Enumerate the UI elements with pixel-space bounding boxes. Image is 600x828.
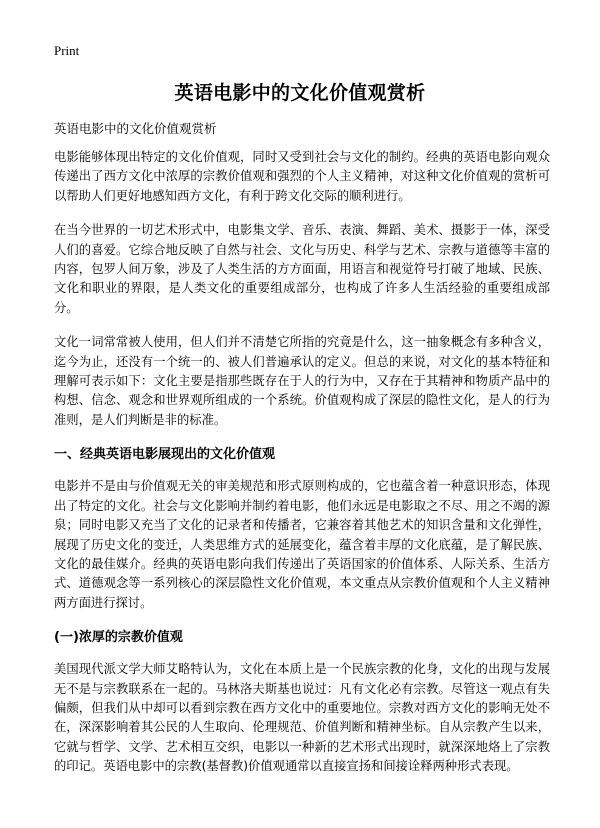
subsection-heading: (一)浓厚的宗教价值观 [54,630,183,646]
intro-paragraph: 电影能够体现出特定的文化价值观，同时又受到社会与文化的制约。经典的英语电影向观众传递出了西方文化中浓厚的宗教价值观和强烈的个人主义精神，对这种文化价值观的赏析可以帮助人们更好地感知西方文化，有利于跨文化交际的顺利进行。 [54,150,550,203]
subsection-paragraph: 美国现代派文学大师艾略特认为，文化在本质上是一个民族宗教的化身，文化的出现与发展无不是与宗教联系在一起的。马林洛夫斯基也说过：凡有文化必有宗教。尽管这一观点有失偏颇，但我们从中却可以看到宗教在西方文化中的重要地位。宗教对西方文化的影响无处不在，深深影响着其公民的人生取向、伦理规范、价值判断和精神坐标。自从宗教产生以来，它就与哲学、文学、艺术相互交织，电影以一种新的艺术形式出现时，就深深地烙上了宗教的印记。英语电影中的宗教(基督教)价值观通常以直接宣扬和间接诠释两种形式表现。 [54,662,550,774]
section-heading: 一、经典英语电影展现出的文化价值观 [54,447,276,463]
body-paragraph: 在当今世界的一切艺术形式中，电影集文学、音乐、表演、舞蹈、美术、摄影于一体，深受人们的喜爱。它综合地反映了自然与社会、文化与历史、科学与艺术、宗教与道德等丰富的内容，包罗人间万象，涉及了人类生活的方方面面，用语言和视觉符号打破了地域、民族、文化和职业的界限，是人类文化的重要组成部分，也构成了许多人生活经验的重要组成部分。 [54,223,550,315]
body-paragraph: 文化一词常常被人使用，但人们并不清楚它所指的究竟是什么，这一抽象概念有多种含义，迄今为止，还没有一个统一的、被人们普遍承认的定义。但总的来说，对文化的基本特征和理解可表示如下：文化主要是指那些既存在于人的行为中，又存在于其精神和物质产品中的构想、信念、观念和世界观所组成的一个系统。价值观构成了深层的隐性文化，是人的行为准则，是人们判断是非的标准。 [54,335,550,427]
article-subtitle: 英语电影中的文化价值观赏析 [54,121,217,136]
section-paragraph: 电影并不是由与价值观无关的审美规范和形式原则构成的，它也蕴含着一种意识形态，体现出了特定的文化。社会与文化影响并制约着电影，他们永远是电影取之不尽、用之不竭的源泉；同时电影又充当了文化的记录者和传播者，它兼容着其他艺术的知识含量和文化弹性，展现了历史文化的变迁，人类思维方式的延展变化，蕴含着丰厚的文化底蕴，是了解民族、文化的最佳媒介。经典的英语电影向我们传递出了英语国家的价值体系、人际关系、生活方式、道德观念等一系列核心的深层隐性文化价值观，本文重点从宗教价值观和个人主义精神两方面进行探讨。 [54,479,550,610]
print-link[interactable]: Print [54,43,80,58]
article-title: 英语电影中的文化价值观赏析 [174,82,426,104]
article-body [54,148,550,792]
